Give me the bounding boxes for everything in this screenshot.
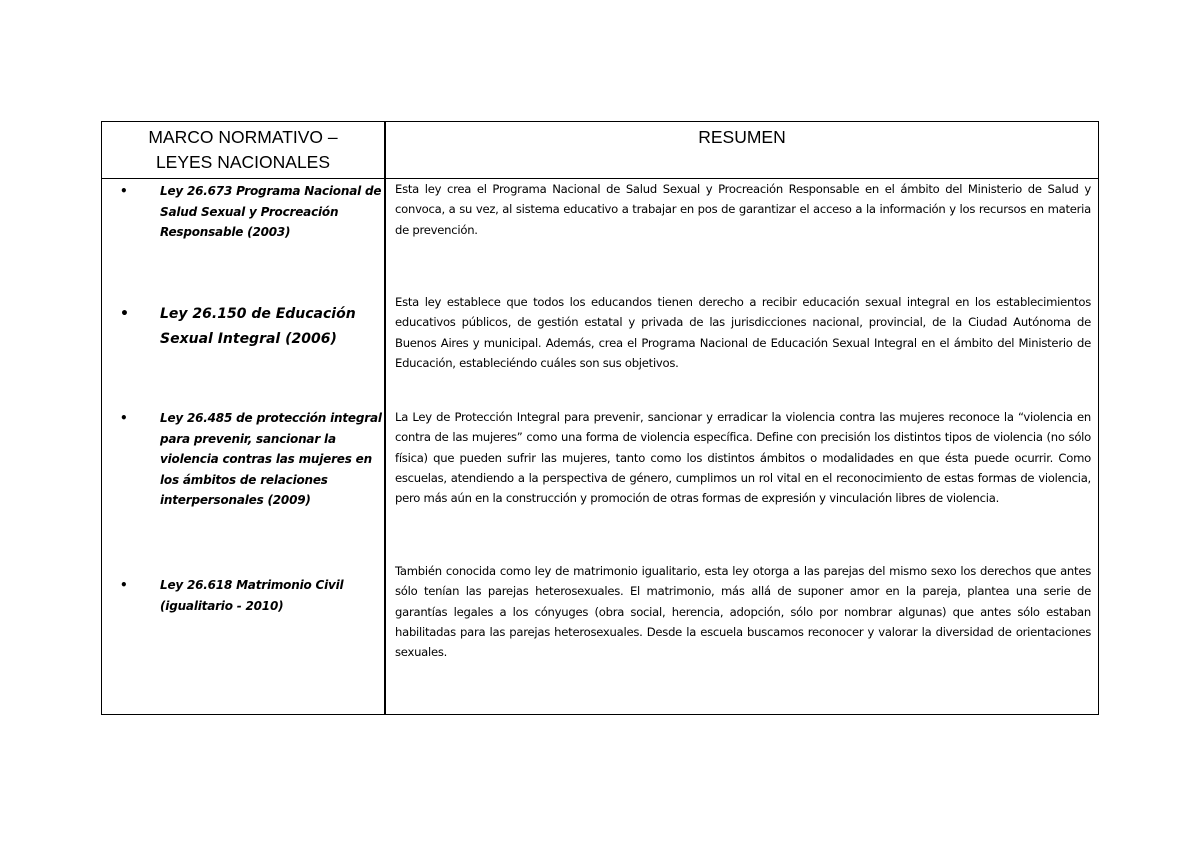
bullet-icon: • [120,306,129,322]
law-summary-26673: Esta ley crea el Programa Nacional de Salud Sexual y Procreación Responsable en el ámbito del Ministerio de Salud y convoca, a su vez, al sistema educativo a trabajar en pos de garantizar el acceso a la información y los recursos en materia de prevención. [395,182,1091,237]
laws-table [101,121,1099,715]
header-marco-normativo [102,125,384,175]
law-summary-26618: También conocida como ley de matrimonio igualitario, esta ley otorga a las parejas del mismo sexo los derechos que antes sólo tenían las parejas heterosexuales. El matrimonio, más allá de suponer amor en la pareja, plantea una serie de garantías legales a los cónyuges (obra social, herencia, adopción, sólo por nombrar algunas) que antes sólo estaban habilitadas para las parejas heterosexuales. Desde la escuela buscamos reconocer y valorar la diversidad de orientaciones sexuales. [395,564,1091,660]
bullet-icon: • [120,578,128,592]
header-left-line1: MARCO NORMATIVO – [148,127,338,147]
law-item-26618 [120,575,382,616]
law-title: Ley 26.618 Matrimonio Civil (igualitario - 2010) [160,578,344,613]
column-divider [384,122,386,714]
header-resumen: RESUMEN [698,127,786,147]
law-item-26673 [120,181,382,243]
law-item-26485 [120,408,382,511]
bullet-icon: • [120,184,128,198]
law-title: Ley 26.673 Programa Nacional de Salud Sexual y Procreación Responsable (2003) [160,184,382,239]
law-item-26150 [120,302,382,352]
header-left-line2: LEYES NACIONALES [155,152,331,172]
bullet-icon: • [120,411,128,425]
law-summary-26150: Esta ley establece que todos los educandos tienen derecho a recibir educación sexual integral en los establecimientos educativos públicos, de gestión estatal y privada de las jurisdicciones nacional, provincial, de la Ciudad Autónoma de Buenos Aires y municipal. Además, crea el Programa Nacional de Educación Sexual Integral en el ámbito del Ministerio de Educación, estableciéndo cuáles son sus objetivos. [395,295,1091,370]
law-summary-26485: La Ley de Protección Integral para prevenir, sancionar y erradicar la violencia contra las mujeres reconoce la “violencia en contra de las mujeres” como una forma de violencia específica. Define con precisión los distintos tipos de violencia (no sólo física) que pueden sufrir las mujeres, tanto como los distintos ámbitos o modalidades en que ésta puede ocurrir. Como escuelas, atendiendo a la perspectiva de género, cumplimos un rol vital en el reconocimiento de estas formas de violencia, pero más aún en la construcción y promoción de otras formas de expresión y vinculación libres de violencia. [395,410,1091,506]
law-title: Ley 26.485 de protección integral para prevenir, sancionar la violencia contras las mujeres en los ámbitos de relaciones interpersonales (2009) [160,411,382,507]
law-title: Ley 26.150 de Educación Sexual Integral (2006) [160,306,356,347]
